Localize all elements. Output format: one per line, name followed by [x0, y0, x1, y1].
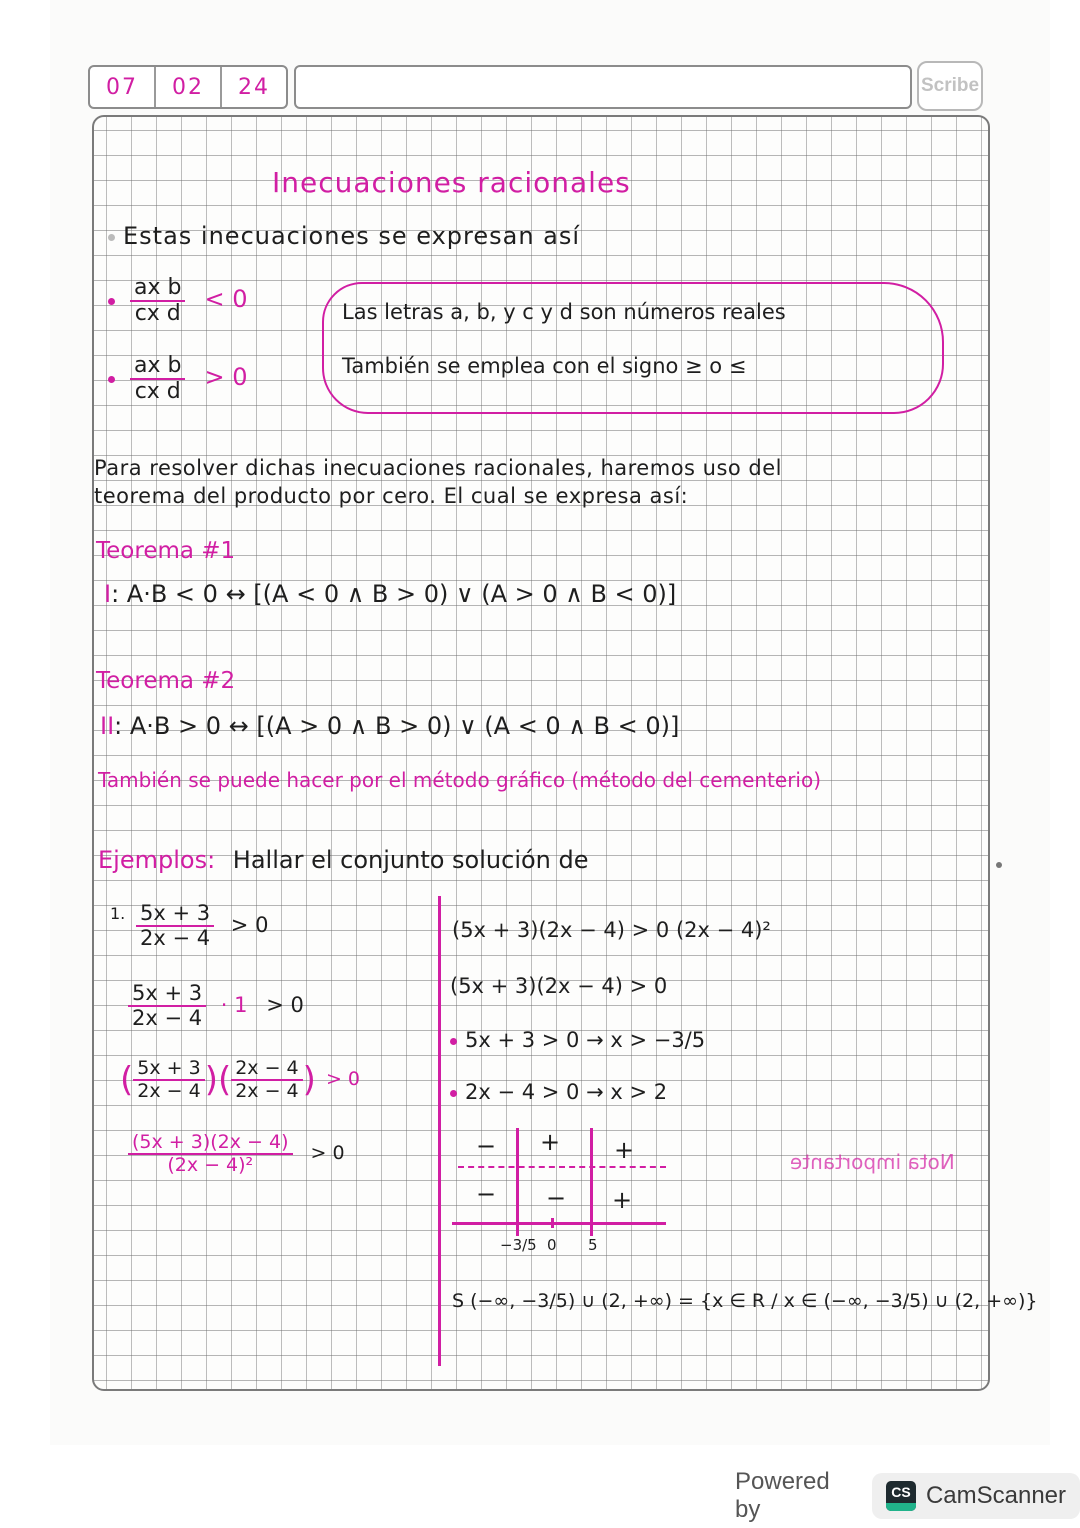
date-day: 07: [90, 67, 156, 107]
roman-numeral: II: [100, 712, 115, 740]
date-month: 02: [156, 67, 222, 107]
tick-label-five: 5: [588, 1236, 598, 1254]
scan-speck: [996, 862, 1002, 868]
multiplier: · 1: [220, 993, 248, 1018]
examples-heading-line: [98, 846, 589, 874]
fraction-denominator: 2x − 4: [140, 926, 211, 951]
cloud-line-1: Las letras a, b, y c y d son números reales: [342, 300, 786, 324]
theorem-1-heading: Teorema #1: [96, 538, 236, 564]
solution-set: S (−∞, −3/5) ∪ (2, +∞) = {x ∈ R / x ∈ (−∞, −3/5) ∪ (2, +∞)}: [452, 1290, 1038, 1312]
fraction: [128, 982, 206, 1030]
fraction-denominator: cx d: [134, 301, 181, 327]
page-title: Inecuaciones racionales: [272, 166, 631, 199]
camscanner-badge[interactable]: [872, 1473, 1080, 1519]
fraction: [136, 902, 214, 950]
fraction-denominator: 2x − 4: [235, 1079, 299, 1102]
bleed-through-note: Nota importante: [790, 1150, 955, 1174]
examples-heading: Ejemplos:: [98, 846, 216, 874]
relation: > 0: [266, 993, 304, 1018]
right-step-4: [450, 1080, 667, 1104]
column-divider: [438, 896, 441, 1366]
chart-boundary-right: [590, 1128, 593, 1236]
fraction-numerator: ax b: [130, 354, 185, 380]
title-field: [294, 65, 912, 109]
fraction-numerator: 5x + 3: [136, 902, 214, 927]
right-step-3: [450, 1028, 705, 1052]
left-step-1: [136, 902, 268, 950]
fraction-numerator: (5x + 3)(2x − 4): [128, 1132, 293, 1155]
footer-watermark: [735, 1468, 1080, 1524]
paren-close: ): [302, 1059, 316, 1100]
left-step-2: [128, 982, 304, 1030]
fraction: [130, 276, 185, 326]
fraction-denominator: cx d: [134, 379, 181, 405]
fraction: [231, 1058, 302, 1102]
sign-r2-c1: −: [476, 1180, 497, 1208]
date-year: 24: [238, 74, 270, 100]
relation: > 0: [204, 363, 248, 392]
camscanner-name: CamScanner: [925, 1482, 1066, 1509]
chart-axis: [452, 1222, 666, 1225]
examples-prompt: Hallar el conjunto solución de: [232, 846, 589, 874]
chart-dashed-divider: [458, 1166, 666, 1168]
bullet-icon: [450, 1090, 457, 1097]
theorem-1-statement: [104, 580, 676, 608]
bullet-icon: [450, 1038, 457, 1045]
chart-zero-tick: [551, 1218, 554, 1228]
paren-open: (: [120, 1059, 134, 1100]
fraction-numerator: ax b: [130, 276, 185, 302]
right-step-1: (5x + 3)(2x − 4) > 0 (2x − 4)²: [452, 918, 771, 942]
right-step-2: (5x + 3)(2x − 4) > 0: [450, 974, 668, 998]
fraction: [128, 1132, 293, 1176]
fraction-numerator: 5x + 3: [128, 982, 206, 1007]
theorem-2-formula: : A·B > 0 ↔ [(A > 0 ∧ B > 0) ∨ (A < 0 ∧ B < 0)]: [114, 712, 680, 740]
fraction-denominator: 2x − 4: [132, 1006, 203, 1031]
sign-r1-c3: +: [614, 1136, 635, 1164]
bullet-icon: [108, 298, 115, 305]
right-step-4-text: 2x − 4 > 0 → x > 2: [465, 1080, 668, 1104]
theorem-1-formula: : A·B < 0 ↔ [(A < 0 ∧ B > 0) ∨ (A > 0 ∧ B < 0)]: [111, 580, 677, 608]
sign-r1-c1: −: [476, 1132, 497, 1160]
fraction: [133, 1058, 204, 1102]
bullet-icon: [108, 376, 115, 383]
intro-text: Estas inecuaciones se expresan así: [123, 222, 581, 250]
form-less-than: [108, 276, 247, 326]
paragraph-line-2: teorema del producto por cero. El cual se expresa así:: [94, 484, 689, 508]
right-step-3-text: 5x + 3 > 0 → x > −3/5: [465, 1028, 706, 1052]
brand-logo: Scribe: [917, 61, 983, 111]
left-step-4: [128, 1132, 345, 1176]
date-box: [88, 65, 288, 109]
fraction-denominator: 2x − 4: [137, 1079, 201, 1102]
tick-label-zero: 0: [547, 1236, 557, 1254]
intro-line: [108, 222, 580, 250]
form-greater-than: [108, 354, 247, 404]
roman-numeral: I: [104, 580, 112, 608]
bullet-icon: [108, 234, 115, 241]
relation: > 0: [230, 913, 269, 938]
sign-r1-c2: +: [540, 1128, 561, 1156]
theorem-2-heading: Teorema #2: [96, 668, 236, 694]
sign-r2-c3: +: [612, 1186, 633, 1214]
tick-label-neg-three-fifths: −3/5: [500, 1236, 537, 1254]
camscanner-logo-icon: CS: [886, 1481, 916, 1511]
fraction-numerator: 5x + 3: [133, 1058, 204, 1081]
graphic-method-note: También se puede hacer por el método gráfico (método del cementerio): [98, 768, 822, 792]
fraction: [130, 354, 185, 404]
powered-by-text: Powered by: [735, 1468, 830, 1523]
example-number: 1.: [110, 904, 126, 923]
cloud-line-2: También se emplea con el signo ≥ o ≤: [342, 354, 747, 378]
paren-close: )(: [204, 1059, 232, 1100]
chart-boundary-left: [516, 1128, 519, 1236]
sign-r2-c2: −: [546, 1184, 567, 1212]
relation: > 0: [310, 1142, 345, 1165]
relation: < 0: [204, 285, 248, 314]
fraction-denominator: (2x − 4)²: [167, 1153, 254, 1176]
paragraph-line-1: Para resolver dichas inecuaciones racionales, haremos uso del: [94, 456, 783, 480]
left-step-3: [120, 1058, 360, 1102]
relation: > 0: [325, 1068, 361, 1091]
theorem-2-statement: [100, 712, 679, 740]
fraction-numerator: 2x − 4: [231, 1058, 302, 1081]
